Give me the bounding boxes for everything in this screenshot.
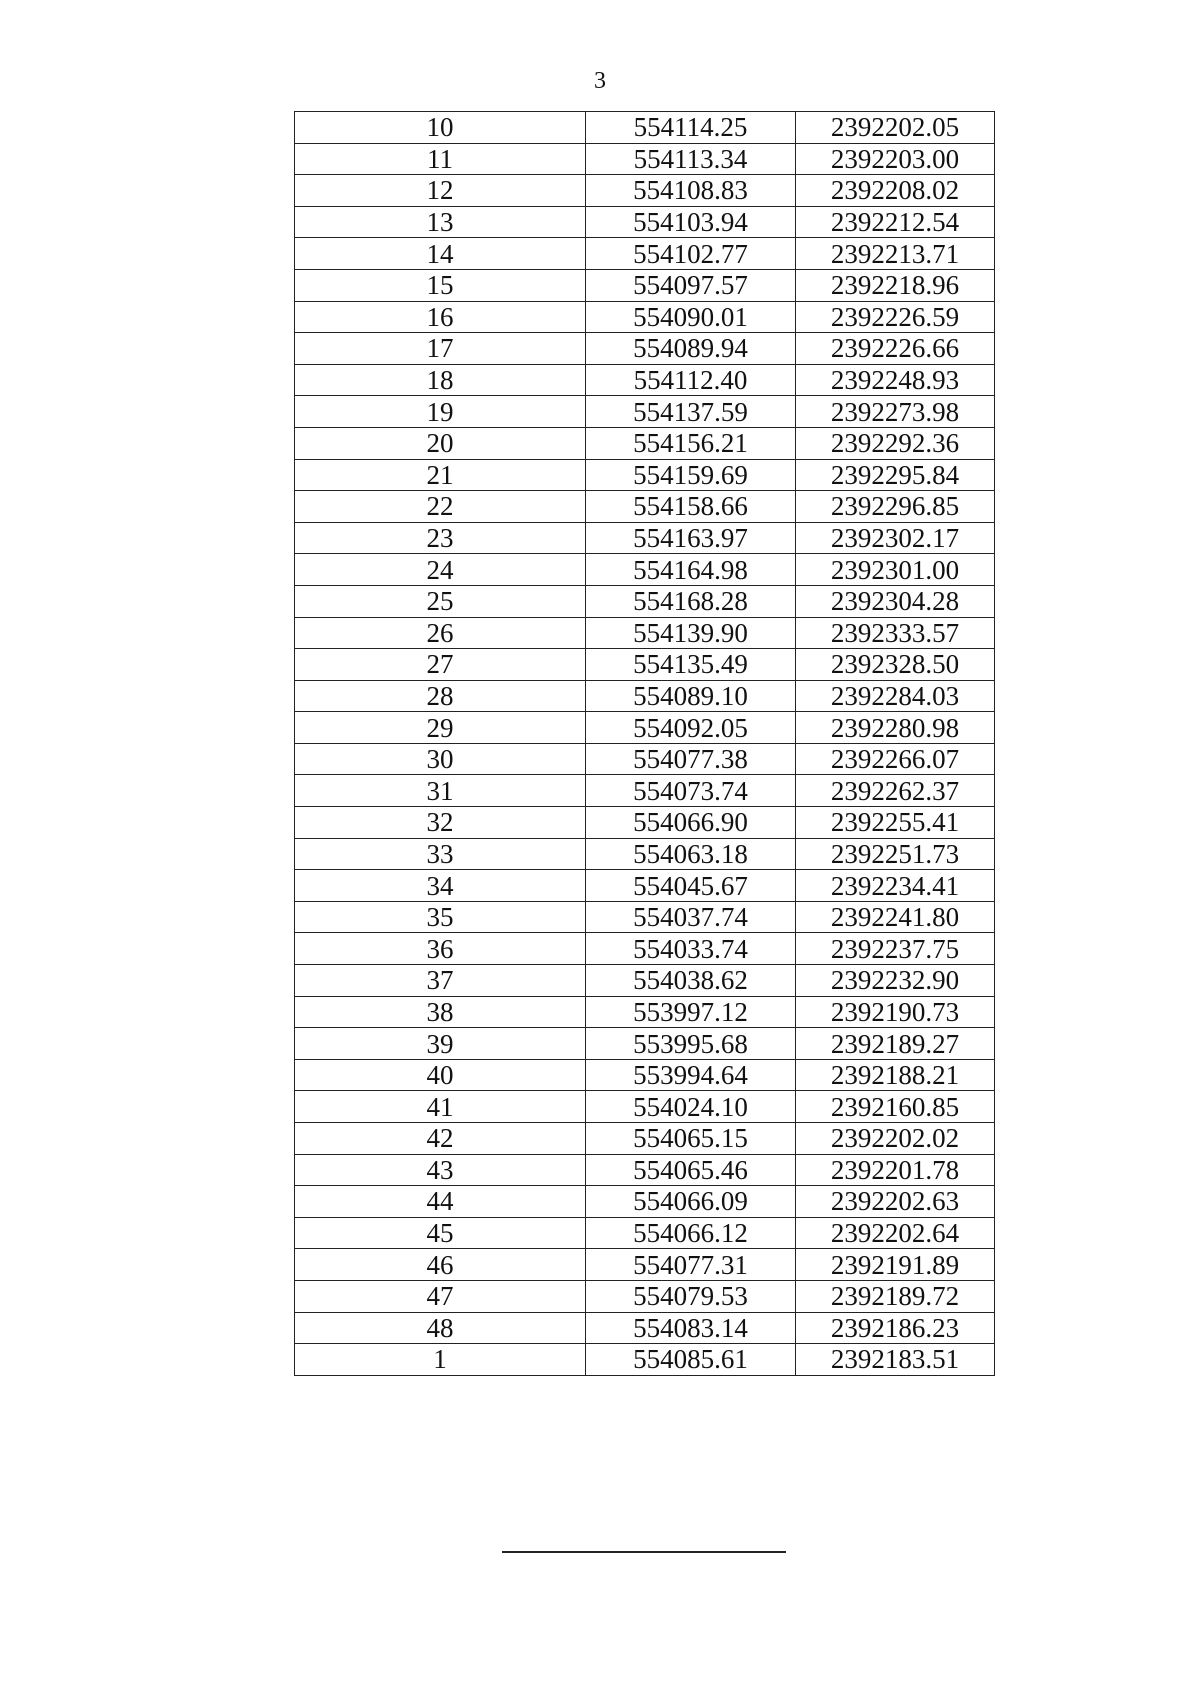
y-coordinate-cell: 2392280.98	[796, 712, 995, 744]
point-number-cell: 25	[295, 585, 586, 617]
point-number-cell: 31	[295, 775, 586, 807]
x-coordinate-cell: 554103.94	[586, 206, 796, 238]
point-number-cell: 48	[295, 1312, 586, 1344]
x-coordinate-cell: 554137.59	[586, 396, 796, 428]
point-number-cell: 36	[295, 933, 586, 965]
table-row	[295, 901, 995, 933]
y-coordinate-cell: 2392226.66	[796, 333, 995, 365]
y-coordinate-cell: 2392202.64	[796, 1217, 995, 1249]
table-row	[295, 269, 995, 301]
y-coordinate-cell: 2392241.80	[796, 901, 995, 933]
coordinate-table-body	[295, 112, 995, 1376]
y-coordinate-cell: 2392160.85	[796, 1091, 995, 1123]
x-coordinate-cell: 554092.05	[586, 712, 796, 744]
table-row	[295, 522, 995, 554]
y-coordinate-cell: 2392284.03	[796, 680, 995, 712]
table-row	[295, 1186, 995, 1218]
x-coordinate-cell: 554077.38	[586, 743, 796, 775]
x-coordinate-cell: 554090.01	[586, 301, 796, 333]
y-coordinate-cell: 2392234.41	[796, 870, 995, 902]
x-coordinate-cell: 554112.40	[586, 364, 796, 396]
point-number-cell: 1	[295, 1344, 586, 1376]
point-number-cell: 13	[295, 206, 586, 238]
x-coordinate-cell: 553994.64	[586, 1059, 796, 1091]
y-coordinate-cell: 2392328.50	[796, 649, 995, 681]
table-row	[295, 870, 995, 902]
y-coordinate-cell: 2392186.23	[796, 1312, 995, 1344]
y-coordinate-cell: 2392202.02	[796, 1123, 995, 1155]
y-coordinate-cell: 2392301.00	[796, 554, 995, 586]
point-number-cell: 39	[295, 1028, 586, 1060]
table-row	[295, 743, 995, 775]
point-number-cell: 35	[295, 901, 586, 933]
x-coordinate-cell: 554159.69	[586, 459, 796, 491]
x-coordinate-cell: 554083.14	[586, 1312, 796, 1344]
point-number-cell: 44	[295, 1186, 586, 1218]
y-coordinate-cell: 2392189.27	[796, 1028, 995, 1060]
point-number-cell: 37	[295, 965, 586, 997]
x-coordinate-cell: 554073.74	[586, 775, 796, 807]
table-row	[295, 459, 995, 491]
table-row	[295, 491, 995, 523]
table-row	[295, 1344, 995, 1376]
point-number-cell: 41	[295, 1091, 586, 1123]
point-number-cell: 14	[295, 238, 586, 270]
point-number-cell: 29	[295, 712, 586, 744]
table-row	[295, 301, 995, 333]
point-number-cell: 32	[295, 807, 586, 839]
table-row	[295, 206, 995, 238]
table-row	[295, 554, 995, 586]
y-coordinate-cell: 2392262.37	[796, 775, 995, 807]
table-row	[295, 396, 995, 428]
x-coordinate-cell: 554038.62	[586, 965, 796, 997]
y-coordinate-cell: 2392189.72	[796, 1280, 995, 1312]
y-coordinate-cell: 2392202.63	[796, 1186, 995, 1218]
y-coordinate-cell: 2392266.07	[796, 743, 995, 775]
x-coordinate-cell: 554037.74	[586, 901, 796, 933]
table-row	[295, 1217, 995, 1249]
table-row	[295, 838, 995, 870]
y-coordinate-cell: 2392304.28	[796, 585, 995, 617]
table-row	[295, 1028, 995, 1060]
table-row	[295, 649, 995, 681]
y-coordinate-cell: 2392333.57	[796, 617, 995, 649]
x-coordinate-cell: 554114.25	[586, 112, 796, 144]
point-number-cell: 19	[295, 396, 586, 428]
x-coordinate-cell: 554168.28	[586, 585, 796, 617]
x-coordinate-cell: 554164.98	[586, 554, 796, 586]
y-coordinate-cell: 2392237.75	[796, 933, 995, 965]
point-number-cell: 16	[295, 301, 586, 333]
point-number-cell: 46	[295, 1249, 586, 1281]
y-coordinate-cell: 2392251.73	[796, 838, 995, 870]
end-of-document-rule	[502, 1551, 786, 1553]
x-coordinate-cell: 554158.66	[586, 491, 796, 523]
y-coordinate-cell: 2392273.98	[796, 396, 995, 428]
y-coordinate-cell: 2392232.90	[796, 965, 995, 997]
point-number-cell: 38	[295, 996, 586, 1028]
y-coordinate-cell: 2392190.73	[796, 996, 995, 1028]
point-number-cell: 21	[295, 459, 586, 491]
table-row	[295, 617, 995, 649]
point-number-cell: 22	[295, 491, 586, 523]
x-coordinate-cell: 554063.18	[586, 838, 796, 870]
y-coordinate-cell: 2392248.93	[796, 364, 995, 396]
table-row	[295, 712, 995, 744]
point-number-cell: 40	[295, 1059, 586, 1091]
table-row	[295, 1091, 995, 1123]
table-row	[295, 1280, 995, 1312]
point-number-cell: 10	[295, 112, 586, 144]
x-coordinate-cell: 554077.31	[586, 1249, 796, 1281]
y-coordinate-cell: 2392201.78	[796, 1154, 995, 1186]
x-coordinate-cell: 554033.74	[586, 933, 796, 965]
y-coordinate-cell: 2392292.36	[796, 427, 995, 459]
point-number-cell: 27	[295, 649, 586, 681]
y-coordinate-cell: 2392213.71	[796, 238, 995, 270]
table-row	[295, 996, 995, 1028]
x-coordinate-cell: 554065.46	[586, 1154, 796, 1186]
y-coordinate-cell: 2392218.96	[796, 269, 995, 301]
point-number-cell: 17	[295, 333, 586, 365]
table-row	[295, 238, 995, 270]
y-coordinate-cell: 2392302.17	[796, 522, 995, 554]
point-number-cell: 33	[295, 838, 586, 870]
point-number-cell: 20	[295, 427, 586, 459]
y-coordinate-cell: 2392208.02	[796, 175, 995, 207]
table-row	[295, 427, 995, 459]
point-number-cell: 24	[295, 554, 586, 586]
x-coordinate-cell: 554024.10	[586, 1091, 796, 1123]
table-row	[295, 775, 995, 807]
y-coordinate-cell: 2392296.85	[796, 491, 995, 523]
y-coordinate-cell: 2392226.59	[796, 301, 995, 333]
point-number-cell: 42	[295, 1123, 586, 1155]
x-coordinate-cell: 554089.94	[586, 333, 796, 365]
y-coordinate-cell: 2392191.89	[796, 1249, 995, 1281]
x-coordinate-cell: 554108.83	[586, 175, 796, 207]
y-coordinate-cell: 2392295.84	[796, 459, 995, 491]
table-row	[295, 585, 995, 617]
table-row	[295, 1154, 995, 1186]
x-coordinate-cell: 554089.10	[586, 680, 796, 712]
point-number-cell: 34	[295, 870, 586, 902]
table-row	[295, 143, 995, 175]
point-number-cell: 11	[295, 143, 586, 175]
point-number-cell: 26	[295, 617, 586, 649]
x-coordinate-cell: 554102.77	[586, 238, 796, 270]
x-coordinate-cell: 554156.21	[586, 427, 796, 459]
table-row	[295, 1312, 995, 1344]
y-coordinate-cell: 2392203.00	[796, 143, 995, 175]
table-row	[295, 965, 995, 997]
point-number-cell: 30	[295, 743, 586, 775]
x-coordinate-cell: 554135.49	[586, 649, 796, 681]
y-coordinate-cell: 2392255.41	[796, 807, 995, 839]
x-coordinate-cell: 554065.15	[586, 1123, 796, 1155]
x-coordinate-cell: 554079.53	[586, 1280, 796, 1312]
table-row	[295, 1059, 995, 1091]
x-coordinate-cell: 554085.61	[586, 1344, 796, 1376]
page-number: 3	[594, 68, 606, 94]
table-row	[295, 364, 995, 396]
table-row	[295, 680, 995, 712]
table-row	[295, 112, 995, 144]
x-coordinate-cell: 554097.57	[586, 269, 796, 301]
x-coordinate-cell: 553995.68	[586, 1028, 796, 1060]
table-row	[295, 175, 995, 207]
table-row	[295, 933, 995, 965]
table-row	[295, 807, 995, 839]
point-number-cell: 23	[295, 522, 586, 554]
table-row	[295, 333, 995, 365]
x-coordinate-cell: 554066.90	[586, 807, 796, 839]
coordinate-table	[294, 111, 995, 1376]
table-row	[295, 1123, 995, 1155]
x-coordinate-cell: 554113.34	[586, 143, 796, 175]
point-number-cell: 15	[295, 269, 586, 301]
point-number-cell: 12	[295, 175, 586, 207]
table-row	[295, 1249, 995, 1281]
point-number-cell: 28	[295, 680, 586, 712]
y-coordinate-cell: 2392202.05	[796, 112, 995, 144]
point-number-cell: 43	[295, 1154, 586, 1186]
x-coordinate-cell: 553997.12	[586, 996, 796, 1028]
x-coordinate-cell: 554066.12	[586, 1217, 796, 1249]
y-coordinate-cell: 2392212.54	[796, 206, 995, 238]
x-coordinate-cell: 554045.67	[586, 870, 796, 902]
y-coordinate-cell: 2392188.21	[796, 1059, 995, 1091]
point-number-cell: 18	[295, 364, 586, 396]
x-coordinate-cell: 554066.09	[586, 1186, 796, 1218]
x-coordinate-cell: 554163.97	[586, 522, 796, 554]
x-coordinate-cell: 554139.90	[586, 617, 796, 649]
point-number-cell: 47	[295, 1280, 586, 1312]
point-number-cell: 45	[295, 1217, 586, 1249]
y-coordinate-cell: 2392183.51	[796, 1344, 995, 1376]
